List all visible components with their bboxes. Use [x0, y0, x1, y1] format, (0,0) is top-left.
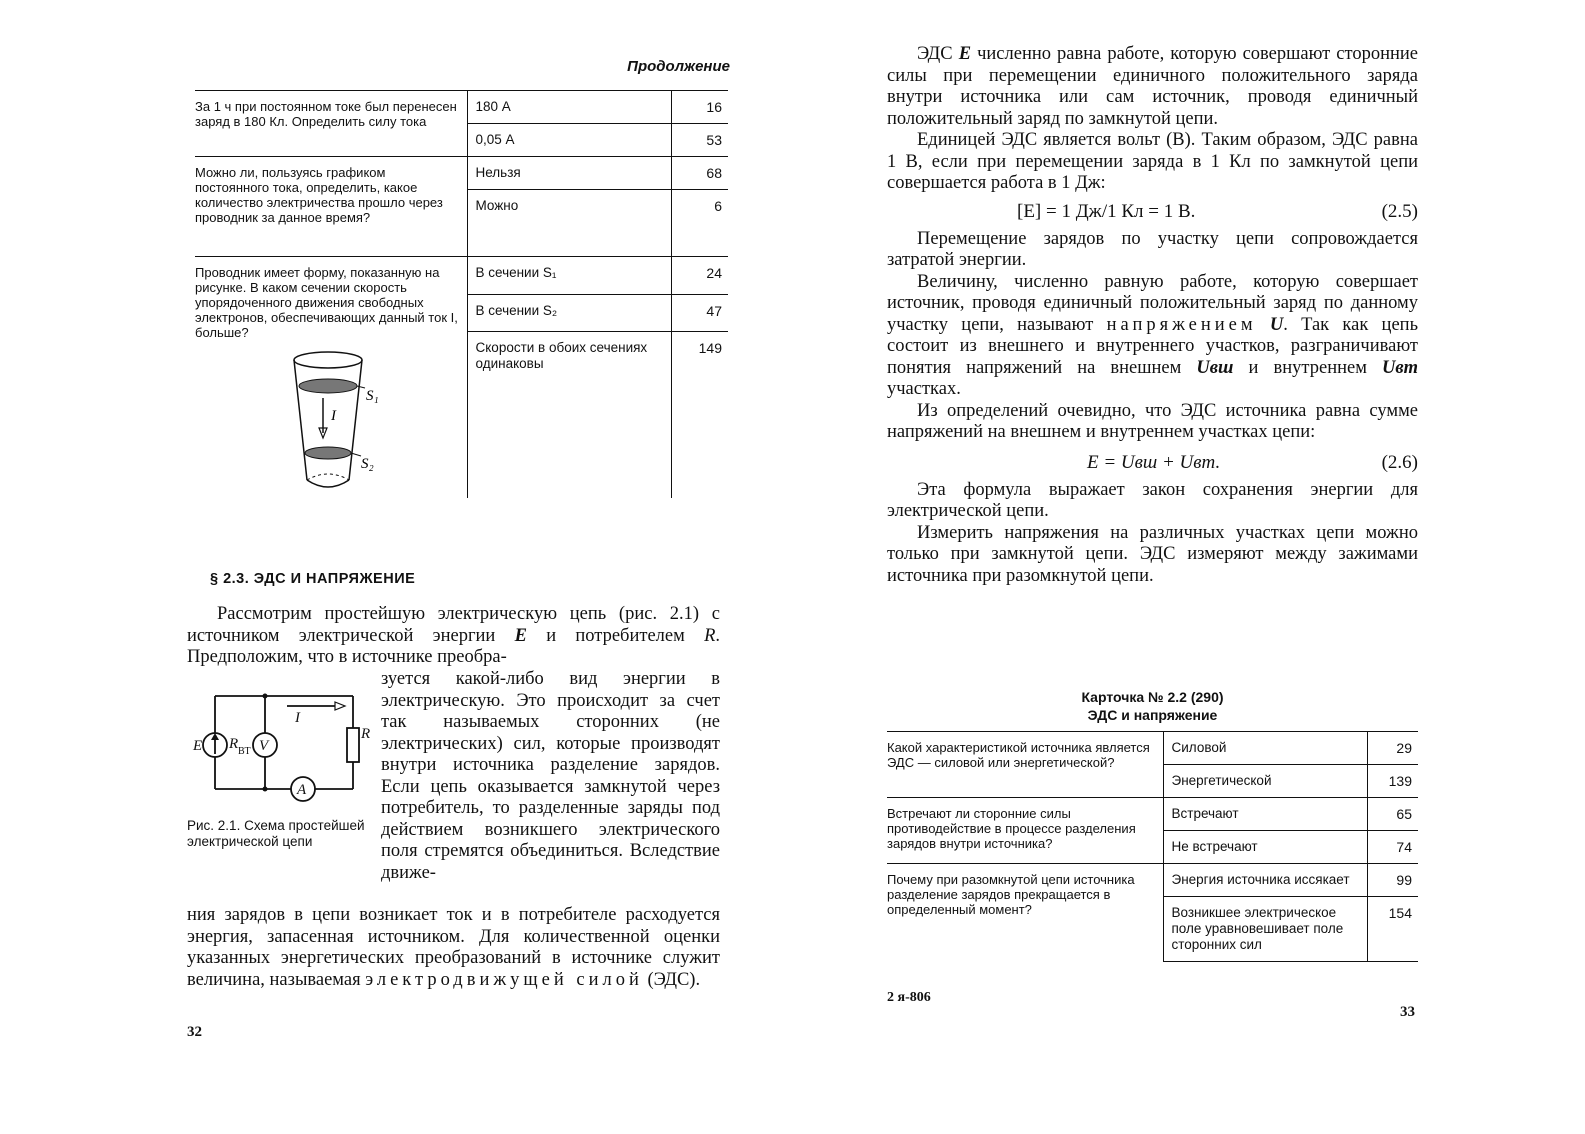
table-answer-number: 47	[671, 294, 728, 332]
question-text: Проводник имеет форму, показанную на рисунке. В каком сечении скорость упорядоченного движения свободных электронов, обеспечивающих данный ток I, больше?	[195, 265, 458, 340]
circuit-label-Rvt-sub: ВТ	[238, 746, 251, 757]
paragraph-intro	[187, 604, 720, 669]
circuit-label-R: R	[361, 726, 370, 742]
circuit-label-I: I	[295, 710, 300, 726]
table-answer-number: 149	[671, 332, 728, 499]
signature-mark: 2 я-806	[887, 990, 931, 1005]
card-title-text: Карточка № 2.2 (290)	[1081, 689, 1224, 705]
section-heading: § 2.3. ЭДС И НАПРЯЖЕНИЕ	[210, 571, 416, 587]
paragraph	[887, 272, 1418, 401]
table-answer: Силовой	[1163, 732, 1367, 765]
question-table-right	[887, 731, 1418, 962]
table-answer: Энергия источника иссякает	[1163, 864, 1367, 897]
current-label: I	[331, 408, 336, 424]
conductor-figure	[283, 348, 393, 498]
paragraph: Единицей ЭДС является вольт (В). Таким образом, ЭДС равна 1 В, если при перемещении заряда в 1 Кл по замкнутой цепи совершается работа в 1 Дж:	[887, 130, 1418, 193]
card-title	[887, 688, 1418, 724]
formula-row	[887, 195, 1418, 229]
s2-label: S₂	[361, 456, 374, 472]
table-answer: В сечении S₂	[467, 294, 671, 332]
table-answer: Энергетической	[1163, 765, 1367, 798]
emf-symbol: E	[958, 44, 972, 64]
table-question: Можно ли, пользуясь графиком постоянного тока, определить, какое количество электричества прошло через проводник за данное время?	[195, 165, 443, 225]
table-answer: Встречают	[1163, 798, 1367, 831]
circuit-label-Rvt: R	[229, 736, 239, 752]
symbol: U	[1269, 314, 1284, 335]
table-answer: Скорости в обоих сечениях одинаковы	[467, 332, 671, 499]
formula: [E] = 1 Дж/1 Кл = 1 В.	[1017, 200, 1196, 222]
emphasized-term: напряжением	[1106, 314, 1257, 335]
table-question: Почему при разомкнутой цепи источника разделение зарядов прекращается в определенный момент?	[887, 872, 1135, 917]
table-answer-number: 139	[1367, 765, 1418, 798]
right-text-block	[887, 44, 1418, 587]
paragraph	[887, 44, 1418, 130]
table-answer-number: 53	[671, 124, 728, 157]
paragraph-wrap: зуется какой-либо вид энергии в электрическую. Это происходит за счет так называемых сторонних (не электрических) сил, которые производят внутри источника разделение зарядов. Если цепь оказывается замкнутой через потребитель, то разделенные заряды под действием возникшего электрического поля стремятся объединиться. Вследствие движе-	[381, 669, 720, 883]
figure-caption: Рис. 2.1. Схема простейшей электрической цепи	[187, 818, 365, 849]
circuit-label-A: A	[297, 782, 307, 798]
question-table-left	[195, 90, 728, 498]
table-answer: Возникшее электрическое поле уравновешивает поле сторонних сил	[1163, 897, 1367, 962]
table-answer-number: 6	[671, 190, 728, 257]
paragraph: Перемещение зарядов по участку цепи сопровождается затратой энергии.	[887, 228, 1418, 270]
continuation-label: Продолжение	[627, 58, 730, 75]
text: и внутреннем	[1248, 357, 1367, 378]
table-answer: Нельзя	[467, 157, 671, 190]
table-answer-number: 68	[671, 157, 728, 190]
page-number-left: 32	[187, 1024, 202, 1040]
text: . Предположим, что в источнике преобра-	[187, 625, 721, 667]
text: . Так как цепь состоит из внешнего и внутреннего участков, разграничивают понятия напряжений на внешнем	[887, 314, 1419, 378]
formula-number: (2.5)	[1381, 200, 1418, 222]
resistor-symbol: R	[704, 625, 716, 646]
table-question	[195, 257, 467, 499]
text: ния зарядов в цепи возникает ток и в потребителе расходуется энергия, запасенная источником. Для количественной оценки указанных энергетических преобразований в источнике служит величина, называемая	[187, 905, 720, 990]
table-answer-number: 24	[671, 257, 728, 295]
symbol: Uвш	[1196, 357, 1234, 378]
table-question: За 1 ч при постоянном токе был перенесен заряд в 180 Кл. Определить силу тока	[195, 99, 457, 129]
formula: E = Uвш + Uвт.	[1087, 451, 1221, 473]
paragraph-end	[187, 905, 720, 991]
paragraph: Измерить напряжения на различных участках цепи можно только при замкнутой цепи. ЭДС измеряют между зажимами источника при разомкнутой цепи.	[887, 522, 1418, 586]
emphasized-term: электродвижущей силой	[365, 969, 643, 990]
table-answer-number: 99	[1367, 864, 1418, 897]
table-question: Встречают ли сторонние силы противодействие в процессе разделения зарядов внутри источника?	[887, 806, 1136, 851]
formula-number: (2.6)	[1381, 451, 1418, 473]
text: Рассмотрим простейшую электрическую цепь (рис. 2.1) с источником электрической энергии	[187, 604, 720, 646]
table-answer-number: 65	[1367, 798, 1418, 831]
table-answer: В сечении S₁	[467, 257, 671, 295]
text: и потребителем	[546, 625, 685, 646]
paragraph: Из определений очевидно, что ЭДС источника равна сумме напряжений на внешнем и внутреннем участках цепи:	[887, 400, 1418, 442]
table-answer: 180 А	[467, 91, 671, 124]
table-answer-number: 16	[671, 91, 728, 124]
emf-symbol: E	[514, 625, 527, 646]
formula-row	[887, 444, 1418, 480]
table-answer: Не встречают	[1163, 831, 1367, 864]
page-number-right: 33	[1400, 1004, 1415, 1020]
paragraph: Эта формула выражает закон сохранения энергии для электрической цепи.	[887, 479, 1418, 521]
text: Величину, численно равную работе, которую совершает источник, проводя единичный положительный заряд по данному участку цепи, называют	[887, 271, 1418, 335]
table-answer-number: 29	[1367, 732, 1418, 765]
text: участках.	[887, 379, 961, 399]
table-answer: Можно	[467, 190, 671, 257]
circuit-diagram	[185, 686, 370, 806]
text: ЭДС	[917, 44, 953, 64]
circuit-label-E: E	[193, 738, 203, 754]
text: (ЭДС).	[647, 969, 701, 990]
s1-label: S₁	[366, 388, 379, 404]
table-answer-number: 154	[1367, 897, 1418, 962]
table-answer-number: 74	[1367, 831, 1418, 864]
circuit-label-V: V	[259, 738, 269, 754]
text: численно равна работе, которую совершают сторонние силы при перемещении единичного положительного заряда внутри источника или сам источник, проводя единичный положительный заряд по замкнутой цепи.	[887, 44, 1419, 129]
symbol: Uвт	[1382, 357, 1419, 378]
table-question: Какой характеристикой источника является ЭДС — силовой или энергетической?	[887, 740, 1150, 770]
card-subtitle: ЭДС и напряжение	[1087, 707, 1218, 723]
table-answer: 0,05 А	[467, 124, 671, 157]
